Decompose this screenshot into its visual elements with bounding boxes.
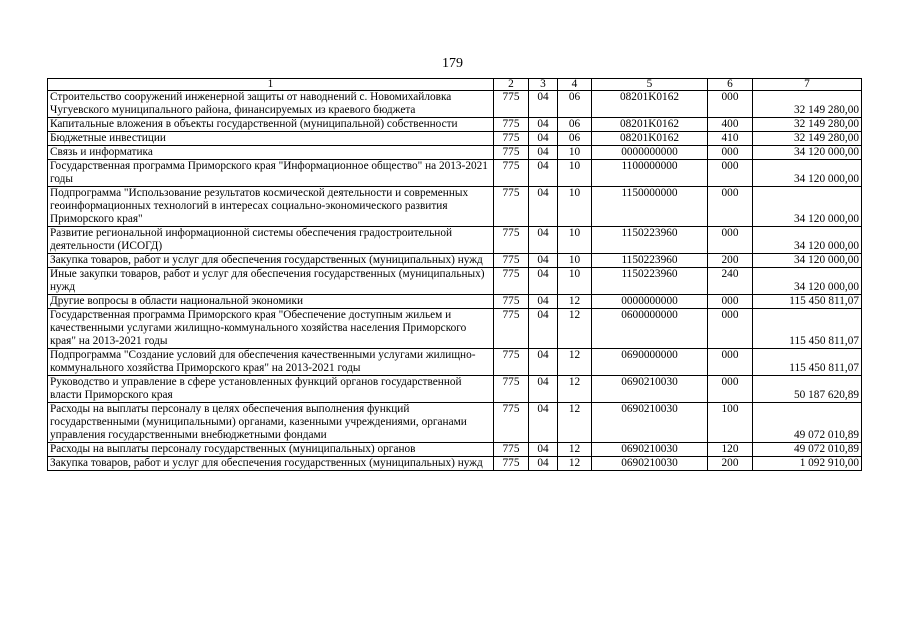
row-expense-type-cell: 000 <box>708 349 753 376</box>
row-name-cell: Другие вопросы в области национальной экономики <box>48 295 494 309</box>
row-code-cell: 775 <box>494 403 529 443</box>
row-expense-type-cell: 200 <box>708 457 753 471</box>
table-header-row <box>48 79 862 91</box>
table-row <box>48 443 862 457</box>
row-target-article-cell: 0000000000 <box>592 295 708 309</box>
row-name-cell: Иные закупки товаров, работ и услуг для обеспечения государственных (муниципальных) нужд <box>48 268 494 295</box>
row-section-cell: 04 <box>529 187 558 227</box>
row-subsection-cell: 12 <box>558 295 592 309</box>
row-code-cell: 775 <box>494 254 529 268</box>
row-section-cell: 04 <box>529 309 558 349</box>
row-section-cell: 04 <box>529 268 558 295</box>
row-target-article-cell: 0690210030 <box>592 457 708 471</box>
column-header: 2 <box>494 79 529 91</box>
row-amount-cell: 32 149 280,00 <box>753 132 862 146</box>
row-subsection-cell: 06 <box>558 132 592 146</box>
row-target-article-cell: 1150000000 <box>592 187 708 227</box>
row-expense-type-cell: 000 <box>708 187 753 227</box>
row-subsection-cell: 12 <box>558 443 592 457</box>
row-subsection-cell: 12 <box>558 376 592 403</box>
row-target-article-cell: 0690210030 <box>592 376 708 403</box>
row-target-article-cell: 0600000000 <box>592 309 708 349</box>
table-row <box>48 91 862 118</box>
table-body <box>48 91 862 471</box>
row-expense-type-cell: 000 <box>708 376 753 403</box>
row-amount-cell: 34 120 000,00 <box>753 160 862 187</box>
row-section-cell: 04 <box>529 443 558 457</box>
row-amount-cell: 115 450 811,07 <box>753 349 862 376</box>
row-code-cell: 775 <box>494 309 529 349</box>
table-row <box>48 187 862 227</box>
row-code-cell: 775 <box>494 349 529 376</box>
row-expense-type-cell: 120 <box>708 443 753 457</box>
row-name-cell: Бюджетные инвестиции <box>48 132 494 146</box>
row-target-article-cell: 0690210030 <box>592 443 708 457</box>
row-name-cell: Расходы на выплаты персоналу государственных (муниципальных) органов <box>48 443 494 457</box>
row-name-cell: Расходы на выплаты персоналу в целях обеспечения выполнения функций государственными (муниципальными) органами, казенными учреждениями, органами управления государственными внебюджетными фондами <box>48 403 494 443</box>
column-header: 7 <box>753 79 862 91</box>
row-name-cell: Капитальные вложения в объекты государственной (муниципальной) собственности <box>48 118 494 132</box>
row-name-cell: Развитие региональной информационной системы обеспечения градостроительной деятельности (ИСОГД) <box>48 227 494 254</box>
column-header: 1 <box>48 79 494 91</box>
row-subsection-cell: 10 <box>558 160 592 187</box>
row-amount-cell: 115 450 811,07 <box>753 309 862 349</box>
row-code-cell: 775 <box>494 132 529 146</box>
row-section-cell: 04 <box>529 403 558 443</box>
row-expense-type-cell: 000 <box>708 309 753 349</box>
row-subsection-cell: 10 <box>558 227 592 254</box>
row-expense-type-cell: 100 <box>708 403 753 443</box>
row-name-cell: Подпрограмма "Создание условий для обеспечения качественными услугами жилищно-коммунального хозяйства Приморского края" на 2013-2021 годы <box>48 349 494 376</box>
table-row <box>48 403 862 443</box>
row-amount-cell: 49 072 010,89 <box>753 443 862 457</box>
column-header: 5 <box>592 79 708 91</box>
table-row <box>48 146 862 160</box>
row-target-article-cell: 08201K0162 <box>592 118 708 132</box>
column-header: 3 <box>529 79 558 91</box>
row-expense-type-cell: 410 <box>708 132 753 146</box>
table-row <box>48 254 862 268</box>
row-expense-type-cell: 200 <box>708 254 753 268</box>
row-name-cell: Строительство сооружений инженерной защиты от наводнений с. Новомихайловка Чугуевского муниципального района, финансируемых из краевого бюджета <box>48 91 494 118</box>
row-expense-type-cell: 000 <box>708 91 753 118</box>
row-code-cell: 775 <box>494 295 529 309</box>
row-code-cell: 775 <box>494 118 529 132</box>
row-expense-type-cell: 000 <box>708 146 753 160</box>
table-row <box>48 118 862 132</box>
row-code-cell: 775 <box>494 268 529 295</box>
row-section-cell: 04 <box>529 376 558 403</box>
row-subsection-cell: 10 <box>558 254 592 268</box>
row-subsection-cell: 06 <box>558 91 592 118</box>
table-row <box>48 309 862 349</box>
row-target-article-cell: 1150223960 <box>592 268 708 295</box>
row-amount-cell: 32 149 280,00 <box>753 118 862 132</box>
row-target-article-cell: 1150223960 <box>592 227 708 254</box>
row-section-cell: 04 <box>529 457 558 471</box>
row-amount-cell: 34 120 000,00 <box>753 227 862 254</box>
row-code-cell: 775 <box>494 91 529 118</box>
row-subsection-cell: 12 <box>558 349 592 376</box>
row-name-cell: Государственная программа Приморского края "Информационное общество" на 2013-2021 годы <box>48 160 494 187</box>
row-name-cell: Закупка товаров, работ и услуг для обеспечения государственных (муниципальных) нужд <box>48 254 494 268</box>
row-name-cell: Закупка товаров, работ и услуг для обеспечения государственных (муниципальных) нужд <box>48 457 494 471</box>
row-amount-cell: 50 187 620,89 <box>753 376 862 403</box>
row-code-cell: 775 <box>494 443 529 457</box>
table-row <box>48 295 862 309</box>
row-target-article-cell: 0690000000 <box>592 349 708 376</box>
row-subsection-cell: 10 <box>558 187 592 227</box>
row-subsection-cell: 10 <box>558 146 592 160</box>
row-amount-cell: 115 450 811,07 <box>753 295 862 309</box>
row-code-cell: 775 <box>494 160 529 187</box>
column-header: 4 <box>558 79 592 91</box>
row-name-cell: Руководство и управление в сфере установленных функций органов государственной власти Приморского края <box>48 376 494 403</box>
row-target-article-cell: 1150223960 <box>592 254 708 268</box>
row-amount-cell: 49 072 010,89 <box>753 403 862 443</box>
table-row <box>48 376 862 403</box>
row-section-cell: 04 <box>529 91 558 118</box>
budget-table <box>47 78 862 471</box>
row-code-cell: 775 <box>494 376 529 403</box>
row-code-cell: 775 <box>494 146 529 160</box>
table-row <box>48 457 862 471</box>
table-row <box>48 160 862 187</box>
row-amount-cell: 34 120 000,00 <box>753 187 862 227</box>
row-target-article-cell: 0000000000 <box>592 146 708 160</box>
row-subsection-cell: 12 <box>558 309 592 349</box>
row-section-cell: 04 <box>529 295 558 309</box>
row-subsection-cell: 10 <box>558 268 592 295</box>
row-amount-cell: 34 120 000,00 <box>753 146 862 160</box>
table-row <box>48 132 862 146</box>
row-section-cell: 04 <box>529 227 558 254</box>
column-header: 6 <box>708 79 753 91</box>
row-amount-cell: 34 120 000,00 <box>753 254 862 268</box>
row-section-cell: 04 <box>529 146 558 160</box>
row-expense-type-cell: 240 <box>708 268 753 295</box>
row-expense-type-cell: 400 <box>708 118 753 132</box>
row-section-cell: 04 <box>529 160 558 187</box>
row-section-cell: 04 <box>529 132 558 146</box>
row-code-cell: 775 <box>494 457 529 471</box>
table-row <box>48 349 862 376</box>
row-expense-type-cell: 000 <box>708 160 753 187</box>
row-code-cell: 775 <box>494 187 529 227</box>
row-expense-type-cell: 000 <box>708 295 753 309</box>
row-amount-cell: 34 120 000,00 <box>753 268 862 295</box>
row-target-article-cell: 08201K0162 <box>592 132 708 146</box>
row-section-cell: 04 <box>529 349 558 376</box>
row-amount-cell: 32 149 280,00 <box>753 91 862 118</box>
row-name-cell: Государственная программа Приморского края "Обеспечение доступным жильем и качественными услугами жилищно-коммунального хозяйства населения Приморского края" на 2013-2021 годы <box>48 309 494 349</box>
row-target-article-cell: 08201K0162 <box>592 91 708 118</box>
table-row <box>48 227 862 254</box>
row-name-cell: Связь и информатика <box>48 146 494 160</box>
row-subsection-cell: 12 <box>558 457 592 471</box>
row-subsection-cell: 06 <box>558 118 592 132</box>
row-subsection-cell: 12 <box>558 403 592 443</box>
page-number: 179 <box>442 56 463 71</box>
row-section-cell: 04 <box>529 118 558 132</box>
row-amount-cell: 1 092 910,00 <box>753 457 862 471</box>
row-section-cell: 04 <box>529 254 558 268</box>
row-name-cell: Подпрограмма "Использование результатов космической деятельности и современных геоинформационных технологий в интересах социально-экономического развития Приморского края" <box>48 187 494 227</box>
table-row <box>48 268 862 295</box>
row-target-article-cell: 1100000000 <box>592 160 708 187</box>
row-code-cell: 775 <box>494 227 529 254</box>
row-expense-type-cell: 000 <box>708 227 753 254</box>
row-target-article-cell: 0690210030 <box>592 403 708 443</box>
